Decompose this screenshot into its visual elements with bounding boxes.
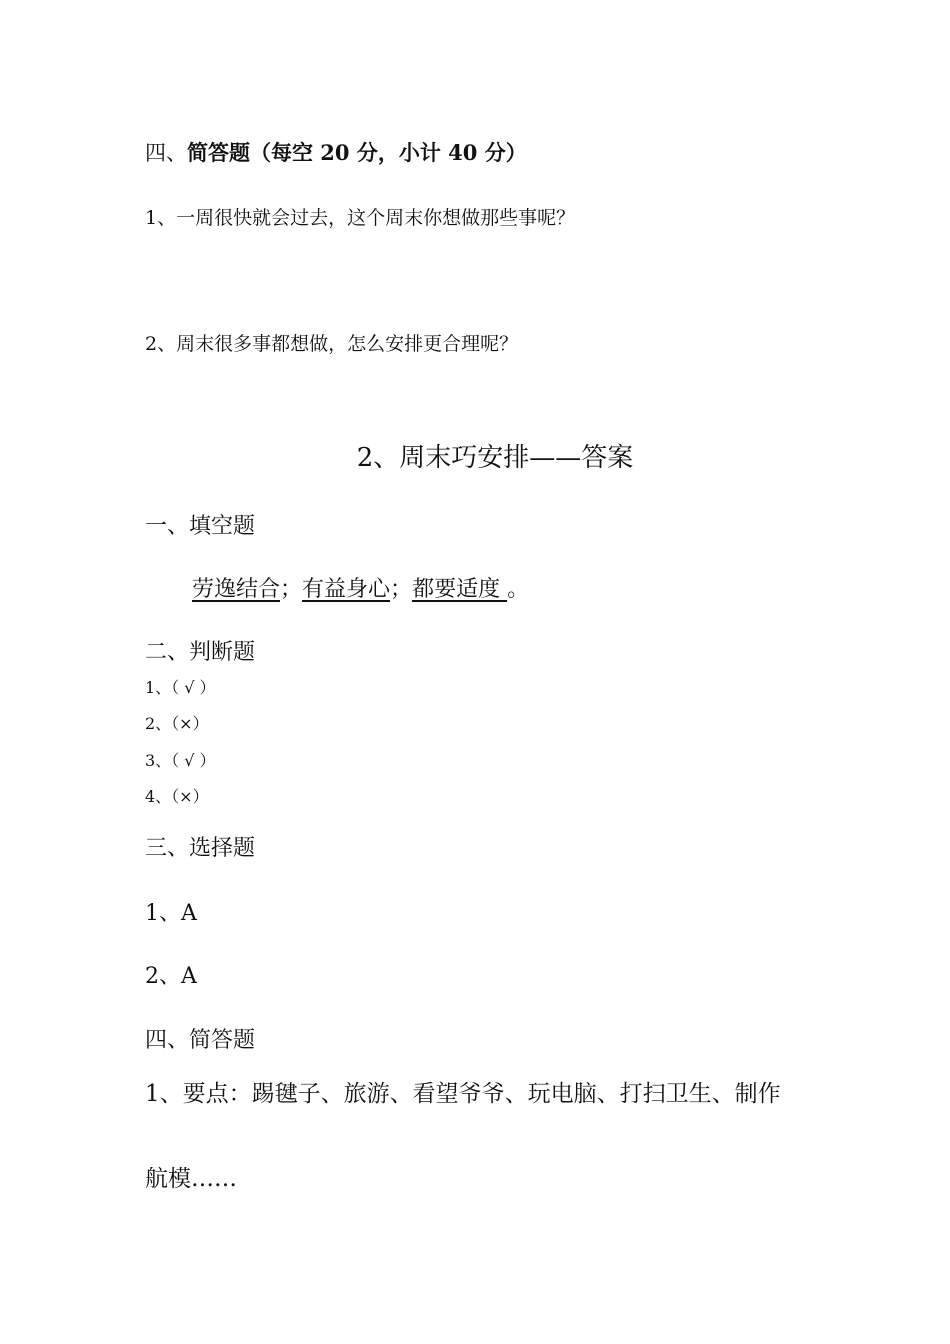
tf-answer-1: 1、（ √ ） bbox=[145, 678, 216, 697]
answer-heading-short-answer: 四、简答题 bbox=[145, 1028, 256, 1053]
section-heading-short-answer bbox=[145, 137, 527, 167]
separator: ； bbox=[390, 577, 413, 602]
section-prefix: 四、 bbox=[145, 141, 187, 165]
answer-heading-choice: 三、选择题 bbox=[145, 836, 256, 861]
blank-answer-3: 都要适度 bbox=[412, 577, 508, 602]
tf-answer-3: 3、（ √ ） bbox=[145, 751, 216, 770]
answer-heading-true-false: 二、判断题 bbox=[145, 640, 256, 665]
blank-answer-2: 有益身心 bbox=[302, 577, 391, 602]
short-answer-line-2: 航模…… bbox=[145, 1166, 237, 1192]
separator: ； bbox=[280, 577, 303, 602]
tf-answer-2: 2、（×） bbox=[145, 714, 209, 733]
question-1: 1、一周很快就会过去，这个周末你想做那些事呢？ bbox=[145, 207, 576, 229]
choice-answer-1: 1、A bbox=[145, 901, 197, 926]
section-title: 简答题（每空 20 分，小计 40 分） bbox=[187, 140, 527, 165]
answer-title: 2、周末巧安排——答案 bbox=[356, 443, 634, 473]
blank-answer-1: 劳逸结合 bbox=[192, 577, 281, 602]
end-mark: 。 bbox=[507, 577, 530, 602]
answer-heading-fill-blank: 一、填空题 bbox=[145, 514, 256, 539]
fill-blank-answers bbox=[192, 572, 529, 603]
tf-answer-4: 4、（×） bbox=[145, 787, 209, 806]
choice-answer-2: 2、A bbox=[145, 964, 197, 989]
question-2: 2、周末很多事都想做，怎么安排更合理呢？ bbox=[145, 333, 519, 355]
short-answer-line-1: 1、要点：踢毽子、旅游、看望爷爷、玩电脑、打扫卫生、制作 bbox=[145, 1081, 781, 1107]
